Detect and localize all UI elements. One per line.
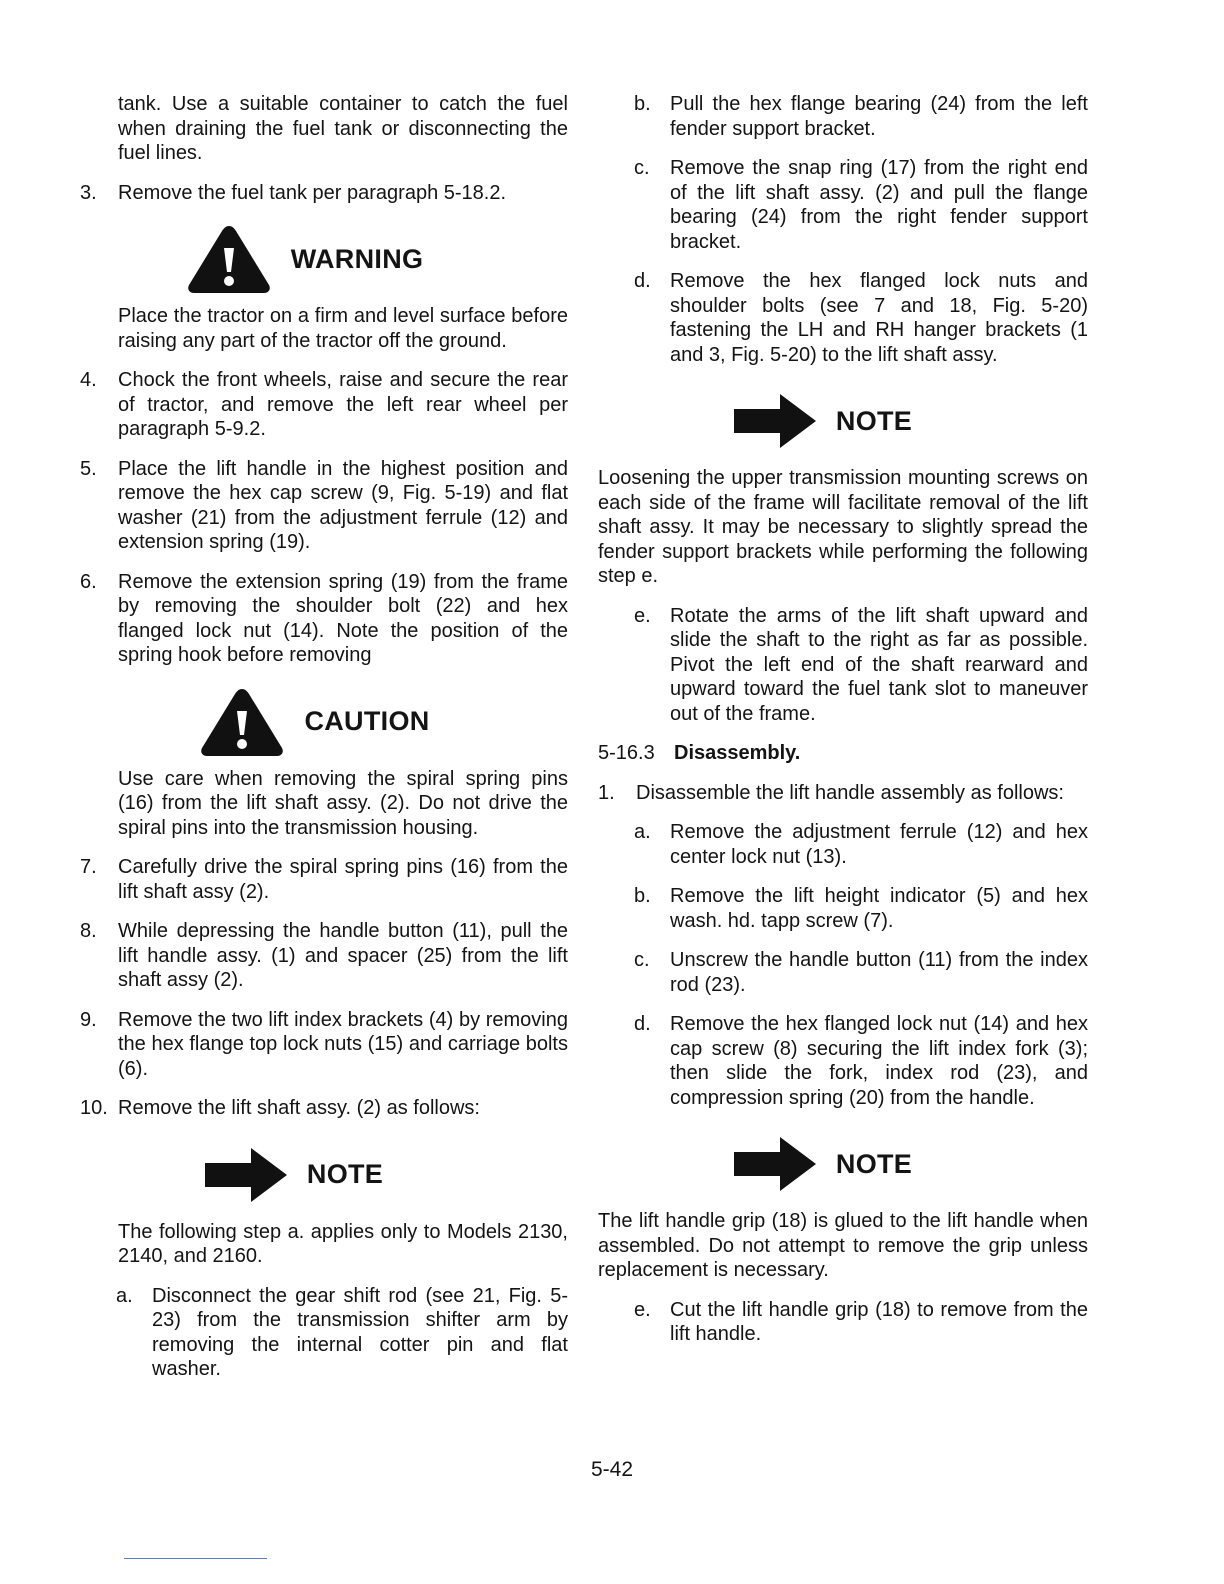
warning-title: WARNING [290,243,424,274]
step-text: Disassemble the lift handle assembly as follows: [636,781,1064,804]
step-number: 9. [80,1008,97,1031]
substep-c [598,156,1088,254]
warning-text: Place the tractor on a firm and level surface before raising any part of the tractor off the ground. [118,305,568,352]
footer-divider [124,1558,267,1559]
substep-letter: d. [634,1013,651,1035]
caution-text: Use care when removing the spiral spring pins (16) from the lift shaft assy. (2). Do not drive the spiral pins into the transmission housing. [118,767,568,839]
step-text: Carefully drive the spiral spring pins (16) from the lift shaft assy (2). [118,856,568,903]
substep-letter: b. [634,93,651,115]
substep-text: Unscrew the handle button (11) from the index rod (23). [670,949,1088,996]
substep-text: Remove the snap ring (17) from the right end of the lift shaft assy. (2) and pull the flange bearing (24) from the right fender support bracket. [670,157,1088,253]
substep-letter: a. [634,821,651,843]
substep-letter: c. [634,157,650,179]
substep-e [598,604,1088,727]
substep-text: Remove the hex flanged lock nut (14) and hex cap screw (8) securing the lift index fork (3); then slide the fork, index rod (23), and compression spring (20) from the handle. [670,1013,1088,1109]
intro-paragraph: tank. Use a suitable container to catch the fuel when draining the fuel tank or disconnecting the fuel lines. [118,93,568,164]
warning-triangle-icon [185,222,273,296]
substep-text: Cut the lift handle grip (18) to remove from the lift handle. [670,1298,1088,1345]
note-text: Loosening the upper transmission mounting screws on each side of the frame will facilitate removal of the lift shaft assy. It may be necessary to slightly spread the fender support brackets while performing the following step e. [598,467,1088,587]
section-heading [598,741,1088,766]
step-5 [80,457,568,555]
substep-b [598,92,1088,141]
right-column [598,92,1088,1362]
substep-letter: c. [634,949,650,971]
arrow-right-icon [205,1146,289,1204]
substep-letter: e. [634,604,651,627]
section-title: Disassembly. [674,742,801,764]
note-title: NOTE [835,405,913,436]
step-number: 3. [80,181,97,204]
note-text: The lift handle grip (18) is glued to the lift handle when assembled. Do not attempt to remove the grip unless replacement is necessary. [598,1210,1088,1281]
substep-text: Remove the hex flanged lock nuts and shoulder bolts (see 7 and 18, Fig. 5-20) fastening the LH and RH hanger brackets (1 and 3, Fig. 5-20) to the lift shaft assy. [670,270,1088,366]
step-number: 8. [80,920,97,942]
note-callout [598,1125,1088,1203]
warning-callout [80,220,568,298]
note-title: NOTE [306,1159,384,1190]
step-text: Remove the two lift index brackets (4) by removing the hex flange top lock nuts (15) and carriage bolts (6). [118,1008,568,1080]
step-number: 5. [80,457,97,480]
disassembly-substep-e [598,1298,1088,1347]
step-text: Remove the lift shaft assy. (2) as follows: [118,1097,480,1119]
substep-text: Rotate the arms of the lift shaft upward and slide the shaft to the right as far as possible. Pivot the left end of the shaft rearward and upward toward the fuel tank slot to maneuver out of the frame. [670,604,1088,725]
substep-text: Pull the hex flange bearing (24) from the left fender support bracket. [670,93,1088,140]
note-title: NOTE [835,1148,913,1179]
step-number: 4. [80,369,97,391]
left-column [80,92,568,1397]
substep-d [598,269,1088,367]
warning-triangle-icon [198,685,286,759]
note-callout [80,1136,568,1214]
step-7 [80,855,568,904]
substep-letter: e. [634,1298,651,1321]
step-number: 1. [598,781,615,804]
step-9 [80,1008,568,1082]
caution-callout [80,683,568,761]
caution-title: CAUTION [304,706,430,737]
step-text: While depressing the handle button (11), pull the lift handle assy. (1) and spacer (25) from the lift shaft assy (2). [118,920,568,991]
step-text: Chock the front wheels, raise and secure the rear of tractor, and remove the left rear wheel per paragraph 5-9.2. [118,369,568,440]
substep-letter: b. [634,885,651,907]
section-number: 5-16.3 [598,742,655,764]
step-number: 6. [80,570,97,593]
step-6 [80,570,568,668]
step-text: Remove the fuel tank per paragraph 5-18.2. [118,181,507,204]
substep-letter: a. [116,1284,133,1307]
substep-text: Remove the lift height indicator (5) and hex wash. hd. tapp screw (7). [670,885,1088,932]
substep-text: Disconnect the gear shift rod (see 21, Fig. 5-23) from the transmission shifter arm by removing the internal cotter pin and flat washer. [152,1284,568,1380]
step-number: 7. [80,856,97,878]
note-callout [598,382,1088,460]
disassembly-substep-c [598,948,1088,997]
substep-letter: d. [634,270,651,292]
arrow-right-icon [734,1135,818,1193]
disassembly-substep-a [598,820,1088,869]
arrow-right-icon [734,392,818,450]
step-8 [80,919,568,993]
step-4 [80,368,568,442]
step-text: Place the lift handle in the highest position and remove the hex cap screw (9, Fig. 5-19) and flat washer (21) from the adjustment ferrule (12) and extension spring (19). [118,457,568,553]
substep-a [80,1284,568,1382]
page-number: 5-42 [590,1458,634,1481]
disassembly-step-1 [598,781,1088,806]
step-text: Remove the extension spring (19) from the frame by removing the shoulder bolt (22) and hex flanged lock nut (14). Note the position of the spring hook before removing [118,570,568,666]
step-number: 10. [80,1097,108,1119]
note-text: The following step a. applies only to Models 2130, 2140, and 2160. [118,1220,568,1267]
step-3 [80,181,568,206]
disassembly-substep-b [598,884,1088,933]
substep-text: Remove the adjustment ferrule (12) and hex center lock nut (13). [670,821,1088,868]
disassembly-substep-d [598,1012,1088,1110]
step-10 [80,1096,568,1121]
